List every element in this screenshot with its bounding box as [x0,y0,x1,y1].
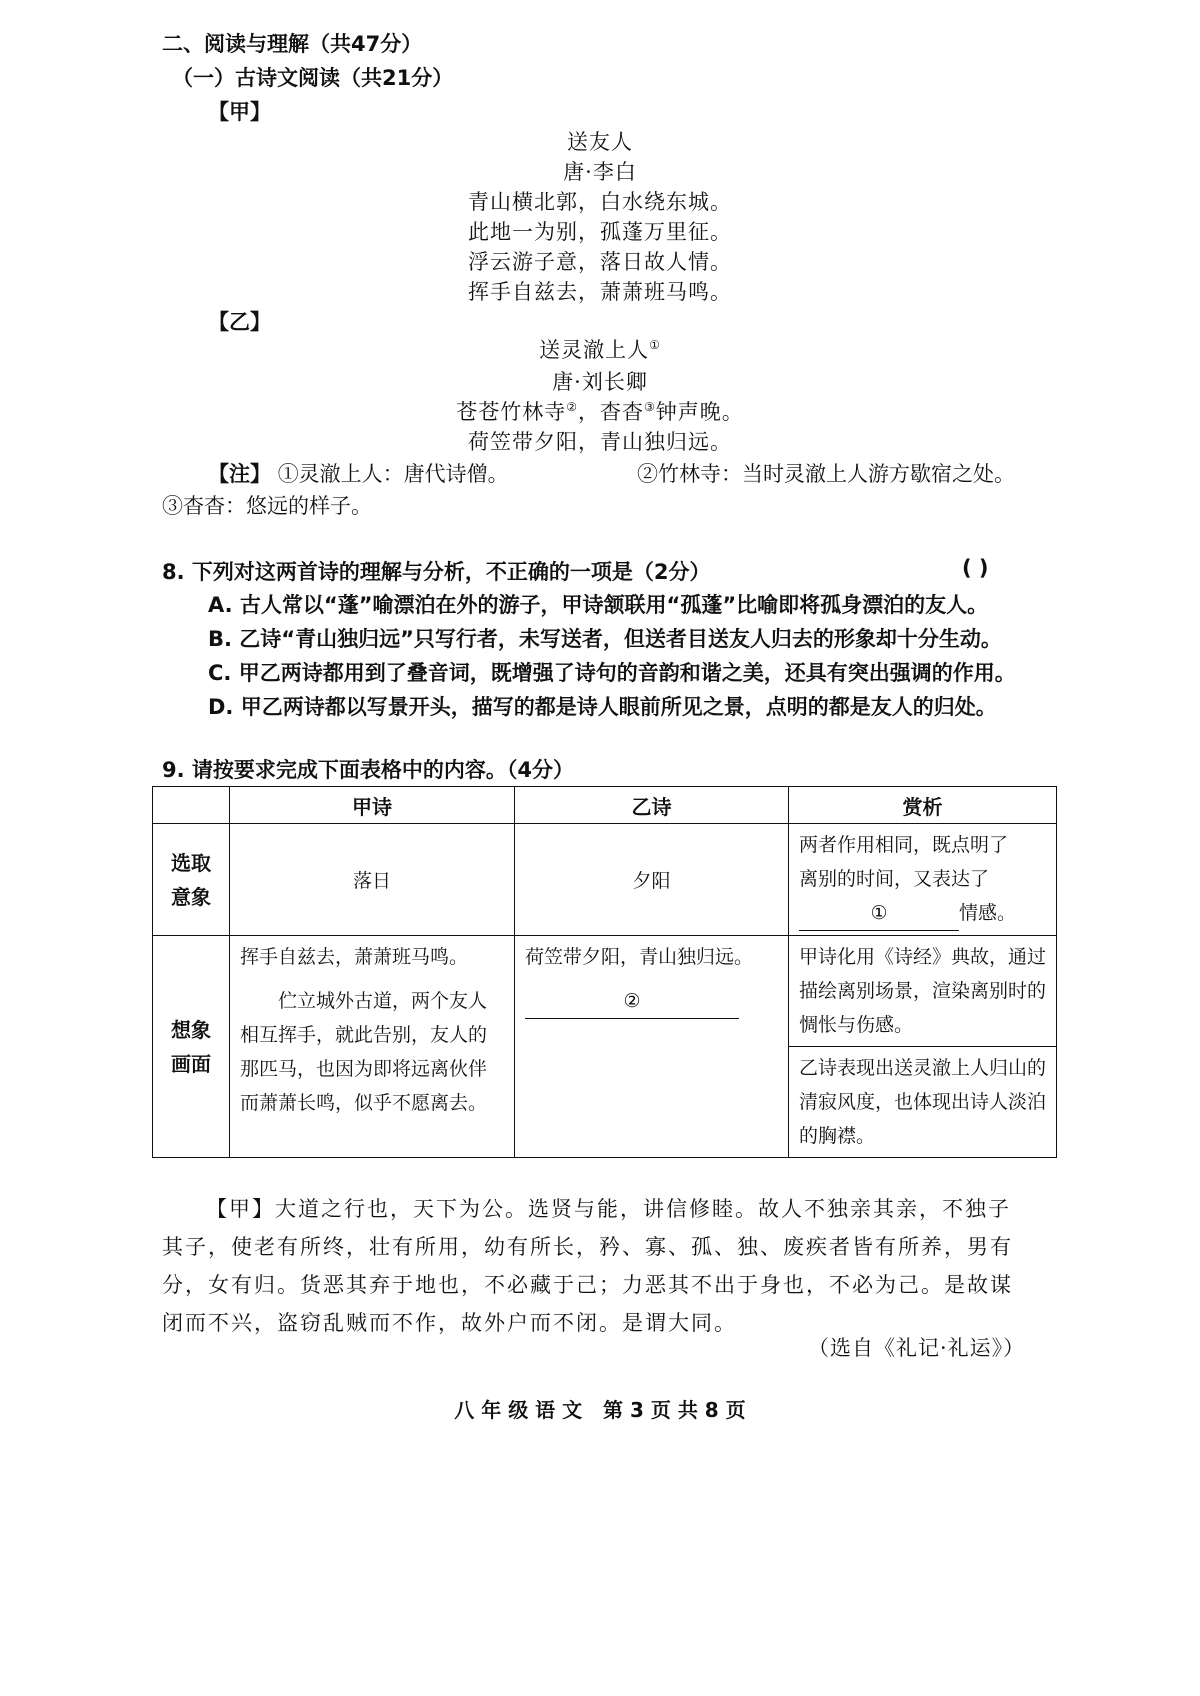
prose-line: 分，女有归。货恶其弃于地也，不必藏于己；力恶其不出于身也，不必为己。是故谋 [162,1273,1013,1297]
analysis-text: 离别的时间，又表达了 [799,868,990,890]
analysis-text: 两者作用相同，既点明了 [799,834,1009,856]
row-label-imagery [153,824,230,936]
poem-a-line: 浮云游子意，落日故人情。 [468,250,732,274]
note-3: ③杳杳：悠远的样子。 [162,494,372,518]
analysis-blank-line [799,896,1046,931]
jia-scene-description: 伫立城外古道，两个友人相互挥手，就此告别，友人的那匹马，也因为即将远离伙伴而萧萧长鸣，似乎不愿离去。 [240,990,488,1114]
table-row-scene [153,936,1057,1158]
poem-b-author: 唐·刘长卿 [552,370,648,394]
row-label-text: 画面 [171,1051,211,1076]
page-footer: 八 年 级 语 文 第 3 页 共 8 页 [454,1398,746,1422]
q9-stem: 9. 请按要求完成下面表格中的内容。（4分） [162,758,575,782]
analysis-text: 情感。 [959,902,1017,924]
yi-blank-line [525,984,778,1019]
q8-option-b: B. 乙诗“青山独归远”只写行者，未写送者，但送者目送友人归去的形象却十分生动。 [208,627,1002,651]
note-1: ①灵澈上人：唐代诗僧。 [277,462,509,486]
table-header-row [153,787,1057,824]
poem-a-author: 唐·李白 [563,160,637,184]
q8-option-d: D. 甲乙两诗都以写景开头，描写的都是诗人眼前所见之景，点明的都是友人的归处。 [208,695,997,719]
analysis-jia: 甲诗化用《诗经》典故，通过描绘离别场景，渲染离别时的惆怅与伤感。 [789,936,1056,1047]
footnote-marker: ② [566,400,578,414]
poem-a-tag: 【甲】 [208,100,271,124]
cell-jia-imagery: 落日 [230,824,515,936]
poem-b-line: 荷笠带夕阳，青山独归远。 [468,430,732,454]
poem-b-line1-part: 钟声晚。 [655,400,744,424]
answer-bracket[interactable]: ( ) [962,556,989,580]
poem-b-title [0,334,1200,364]
table-header-cell: 赏析 [789,787,1057,824]
answer-blank-1[interactable]: ① [799,896,959,931]
row-label-text: 选取 [171,850,211,875]
poem-b-tag: 【乙】 [208,310,271,334]
notes-line [208,458,509,488]
table-header-cell [153,787,230,824]
prose-line: 闭而不兴，盗窃乱贼而不作，故外户而不闭。是谓大同。 [162,1311,737,1335]
table-row-imagery [153,824,1057,936]
q8-option-c: C. 甲乙两诗都用到了叠音词，既增强了诗句的音韵和谐之美，还具有突出强调的作用。 [208,661,1016,685]
poem-a-line: 青山横北郭，白水绕东城。 [468,190,732,214]
poem-a-line: 此地一为别，孤蓬万里征。 [468,220,732,244]
table-header-cell: 甲诗 [230,787,515,824]
cell-yi-imagery: 夕阳 [515,824,789,936]
section-title: 二、阅读与理解（共47分） [162,32,423,56]
row-label-scene [153,936,230,1158]
poem-b-title-text: 送灵澈上人 [539,338,650,362]
q9-table [152,786,1057,1158]
q8-option-a: A. 古人常以“蓬”喻漂泊在外的游子，甲诗颔联用“孤蓬”比喻即将孤身漂泊的友人。 [208,593,989,617]
yi-poem-line: 荷笠带夕阳，青山独归远。 [525,946,754,968]
cell-jia-scene [230,936,515,1158]
footnote-marker: ③ [644,400,656,414]
note-2: ②竹林寺：当时灵澈上人游方歇宿之处。 [637,462,1015,486]
poem-a-line: 挥手自兹去，萧萧班马鸣。 [468,280,732,304]
notes-label: 【注】 [208,462,271,486]
jia-poem-line: 挥手自兹去，萧萧班马鸣。 [240,946,469,968]
table-header-cell: 乙诗 [515,787,789,824]
prose-line: 【甲】大道之行也，天下为公。选贤与能，讲信修睦。故人不独亲其亲，不独子 [206,1197,1011,1221]
q8-stem: 8. 下列对这两首诗的理解与分析，不正确的一项是（2分） [162,560,711,584]
prose-line: 其子，使老有所终，壮有所用，幼有所长，矜、寡、孤、独、废疾者皆有所养，男有 [162,1235,1013,1259]
cell-analysis-scene [789,936,1057,1158]
answer-blank-2[interactable]: ② [525,984,739,1019]
row-label-text: 意象 [171,884,211,909]
poem-b-line1-part: 苍苍竹林寺 [456,400,567,424]
footnote-marker: ① [649,338,661,352]
prose-source: （选自《礼记·礼运》） [808,1336,1026,1360]
poem-b-line1-part: ，杳杳 [578,400,644,424]
subsection-title: （一）古诗文阅读（共21分） [172,66,454,90]
poem-a-title: 送友人 [567,130,633,154]
analysis-yi: 乙诗表现出送灵澈上人归山的清寂风度，也体现出诗人淡泊的胸襟。 [799,1057,1047,1147]
poem-b-line [0,396,1200,426]
cell-analysis-imagery [789,824,1057,936]
row-label-text: 想象 [171,1017,211,1042]
cell-yi-scene [515,936,789,1158]
